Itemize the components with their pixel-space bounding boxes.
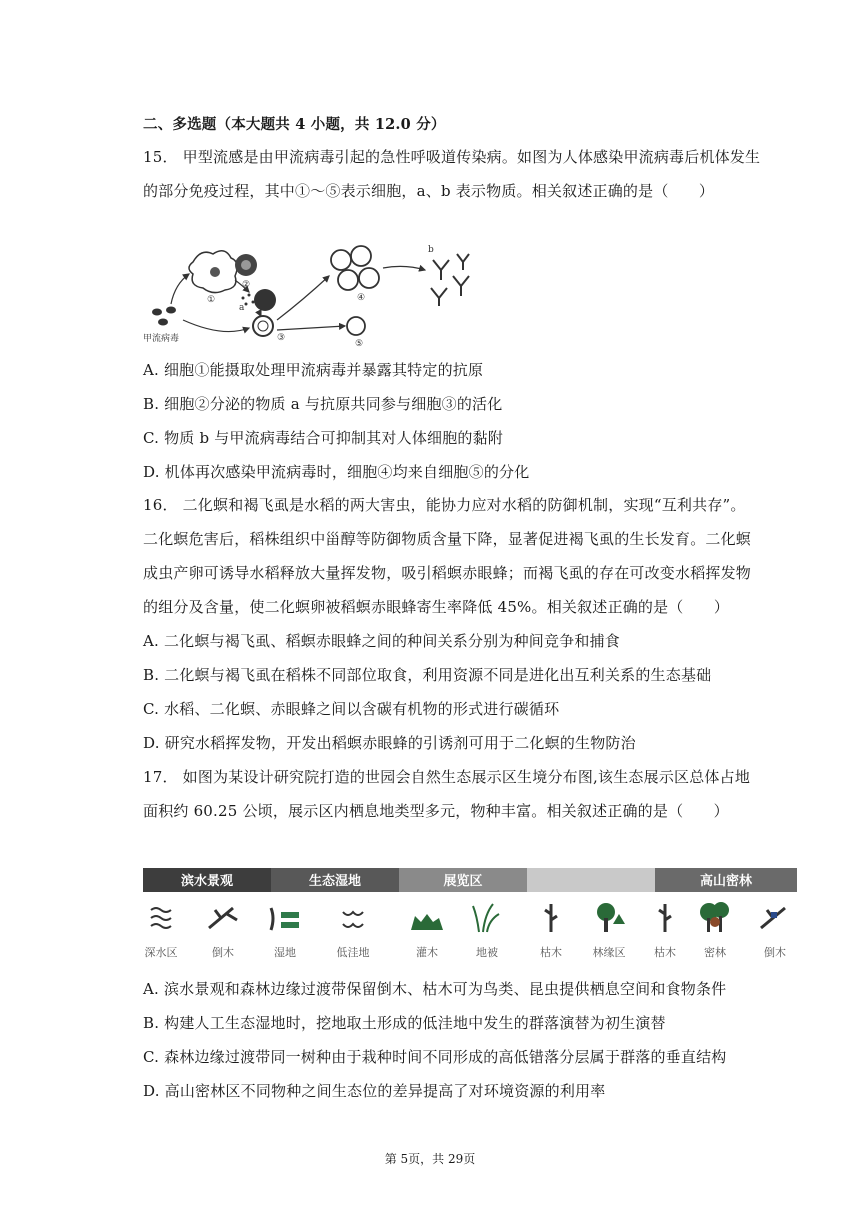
cell-2-label: ② [242,280,251,290]
habitat-distribution-figure [143,868,797,964]
q15-stem-line1: 15． 甲型流感是由甲流病毒引起的急性呼吸道传染病。如图为人体感染甲流病毒后机体发生 [143,148,761,166]
q16-option-b: B. 二化螟与褐飞虱在稻株不同部位取食，利用资源不同是进化出互利关系的生态基础 [143,666,712,684]
shrub-icon [411,914,443,930]
forest-edge-icon [597,903,625,932]
dead-tree-icon [545,904,557,932]
deep-water-icon [151,908,171,928]
bar-label-waterfront: 滨水景观 [180,874,234,889]
q17-option-d: D. 高山密林区不同物种之间生态位的差异提高了对环境资源的利用率 [143,1082,606,1100]
bar-label-alpine-forest: 高山密林 [699,874,753,889]
q16-stem-line4: 的组分及含量，使二化螟卵被稻螟赤眼蜂寄生率降低 45%。相关叙述正确的是（ ） [143,598,730,616]
wetland-icon [271,908,299,930]
q15-option-a: A. 细胞①能摄取处理甲流病毒并暴露其特定的抗原 [143,361,484,379]
fallen-log-marker [771,912,777,918]
q16-stem-line2: 二化螟危害后，稻株组织中甾醇等防御物质含量下降，显著促进褐飞虱的生长发育。二化螟 [143,530,752,548]
q15-option-d: D. 机体再次感染甲流病毒时，细胞④均来自细胞⑤的分化 [143,463,530,481]
ground-cover-icon [473,904,499,932]
q17-stem-line2: 面积约 60.25 公顷，展示区内栖息地类型多元，物种丰富。相关叙述正确的是（ ） [143,802,729,820]
zone-label-fallen-log: 倒木 [212,946,234,959]
zone-label-dense-forest: 密林 [704,946,726,959]
q16-option-a: A. 二化螟与褐飞虱、稻螟赤眼蜂之间的种间关系分别为种间竞争和捕食 [143,632,620,650]
q16-stem-line1: 16． 二化螟和褐飞虱是水稻的两大害虫，能协力应对水稻的防御机制，实现“互利共存”。 [143,496,746,514]
q17-option-b: B. 构建人工生态湿地时，挖地取土形成的低洼地中发生的群落演替为初生演替 [143,1014,666,1032]
dense-forest-icon [700,902,729,932]
cell-2-activated [254,289,276,311]
cell-4-label: ④ [357,293,366,303]
cell-1-label: ① [207,295,216,305]
cell-4-cluster [331,246,379,290]
virus-particles [152,307,176,326]
bar-label-wetland: 生态湿地 [308,874,362,889]
q15-stem-line2: 的部分免疫过程，其中①～⑤表示细胞，a、b 表示物质。相关叙述正确的是（ ） [143,182,715,200]
zone-label-forest-edge: 林缘区 [592,946,626,959]
bar-label-exhibition: 展览区 [443,874,483,889]
zone-label-wetland: 湿地 [274,946,296,959]
dead-tree-icon-2 [659,904,671,932]
q16-stem-line3: 成虫产卵可诱导水稻释放大量挥发物，吸引稻螟赤眼蜂；而褐飞虱的存在可改变水稻挥发物 [143,564,752,582]
zone-label-ground-cover: 地被 [476,946,498,959]
zone-label-deep-water: 深水区 [144,946,178,959]
zone-label-lowland: 低洼地 [336,946,370,959]
cell-3-label: ③ [277,333,286,343]
immune-process-figure [143,240,483,350]
q17-stem-line1: 17． 如图为某设计研究院打造的世园会自然生态展示区生境分布图,该生态展示区总体占地 [143,768,751,786]
q16-option-d: D. 研究水稻挥发物，开发出稻螟赤眼蜂的引诱剂可用于二化螟的生物防治 [143,734,636,752]
fallen-log-icon [209,908,237,928]
q15-option-c: C. 物质 b 与甲流病毒结合可抑制其对人体细胞的黏附 [143,429,504,447]
virus-label: 甲流病毒 [143,334,180,344]
q17-option-c: C. 森林边缘过渡带同一树种由于栽种时间不同形成的高低错落分层属于群落的垂直结构 [143,1048,727,1066]
cell-5-shape [347,317,365,335]
section-title: 二、多选题（本大题共 4 小题，共 12.0 分） [143,116,446,133]
zone-label-dead-tree: 枯木 [540,946,562,959]
zone-label-fallen-log-2: 倒木 [764,946,786,959]
cell-5-label: ⑤ [355,339,364,349]
substance-a-label: a [239,303,245,313]
q17-option-a: A. 滨水景观和森林边缘过渡带保留倒木、枯木可为鸟类、昆虫提供栖息空间和食物条件 [143,980,727,998]
substance-b-label: b [428,245,434,255]
q16-option-c: C. 水稻、二化螟、赤眼蜂之间以含碳有机物的形式进行碳循环 [143,700,560,718]
antibodies-b [431,254,469,306]
page-footer: 第 5页，共 29页 [384,1152,476,1166]
zone-label-shrub: 灌木 [416,946,438,959]
zone-label-dead-tree-2: 枯木 [654,946,676,959]
q15-option-b: B. 细胞②分泌的物质 a 与抗原共同参与细胞③的活化 [143,395,503,413]
lowland-icon [343,912,363,927]
cell-1-antigen [210,267,220,277]
